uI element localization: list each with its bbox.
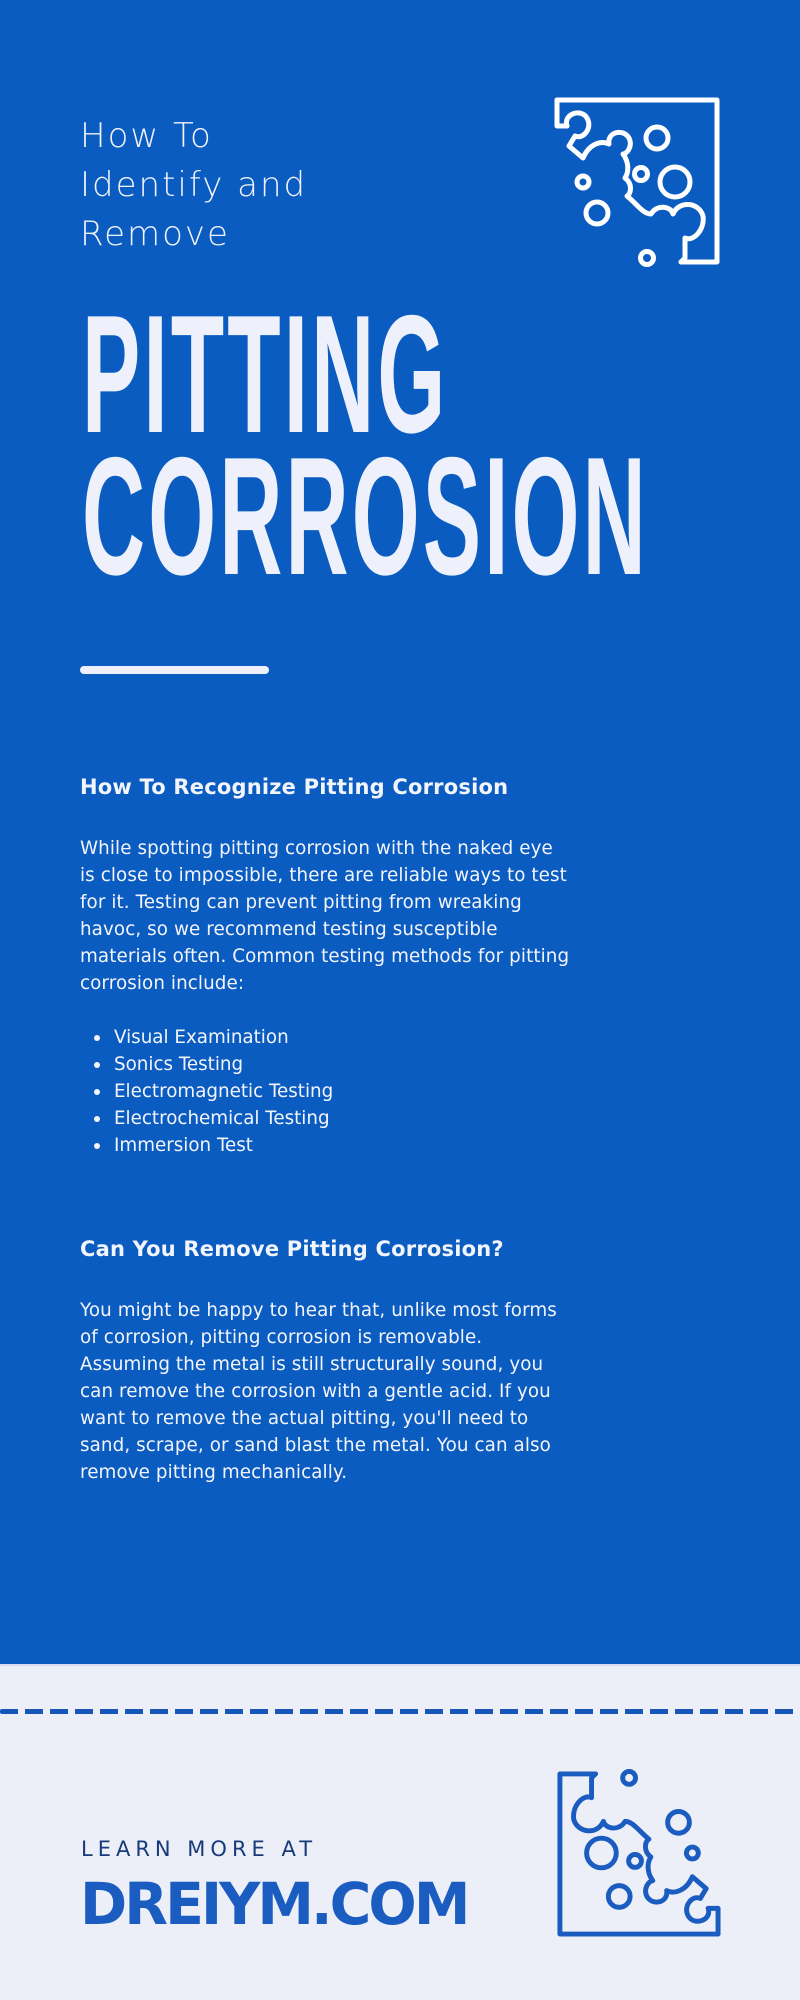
list-item-text: Immersion Test (114, 1135, 253, 1156)
subtitle-line: How To (80, 116, 213, 156)
list-item (80, 1078, 570, 1105)
bullet-icon (94, 1089, 100, 1095)
pitting-corrosion-icon (553, 96, 723, 268)
site-link[interactable]: DREIYM.COM (80, 1870, 468, 1938)
list-item (80, 1051, 570, 1078)
section-remove (80, 1235, 570, 1486)
section-paragraph: While spotting pitting corrosion with the naked eye is close to impossible, there are reliable ways to test for it. Testing can prevent pitting from wreaking havoc, so we recommend testing susceptible materials often. Common testing methods for pitting corrosion include: (80, 838, 570, 994)
list-item-text: Visual Examination (114, 1027, 289, 1048)
hero-edge-line (0, 1664, 800, 1666)
section-heading: Can You Remove Pitting Corrosion? (80, 1237, 504, 1261)
subtitle-line: Remove (80, 214, 230, 254)
list-item-text: Electromagnetic Testing (114, 1081, 334, 1102)
list-item (80, 1105, 570, 1132)
subtitle (80, 112, 307, 259)
pitting-corrosion-icon (553, 1768, 723, 1938)
list-item-text: Sonics Testing (114, 1054, 244, 1075)
section-heading: How To Recognize Pitting Corrosion (80, 775, 509, 799)
title-line-corrosion: CORROSION (82, 422, 649, 610)
bullet-icon (94, 1035, 100, 1041)
title-line-pitting: PITTING (82, 280, 449, 468)
bullet-icon (94, 1116, 100, 1122)
learn-more-label: LEARN MORE AT (81, 1837, 318, 1861)
testing-methods-list (80, 1024, 570, 1159)
subtitle-line: Identify and (80, 165, 308, 205)
title-divider (80, 666, 269, 674)
bullet-icon (94, 1143, 100, 1149)
list-item-text: Electrochemical Testing (114, 1108, 330, 1129)
section-paragraph: You might be happy to hear that, unlike most forms of corrosion, pitting corrosion is removable. Assuming the metal is still structurally sound, you can remove the corrosion with a gentle acid. If you want to remove the actual pitting, you'll need to sand, scrape, or sand blast the metal. You can also remove pitting mechanically. (80, 1300, 557, 1483)
dashed-divider (0, 1709, 800, 1714)
section-recognize (80, 773, 570, 1159)
list-item (80, 1132, 570, 1159)
list-item (80, 1024, 570, 1051)
bullet-icon (94, 1062, 100, 1068)
